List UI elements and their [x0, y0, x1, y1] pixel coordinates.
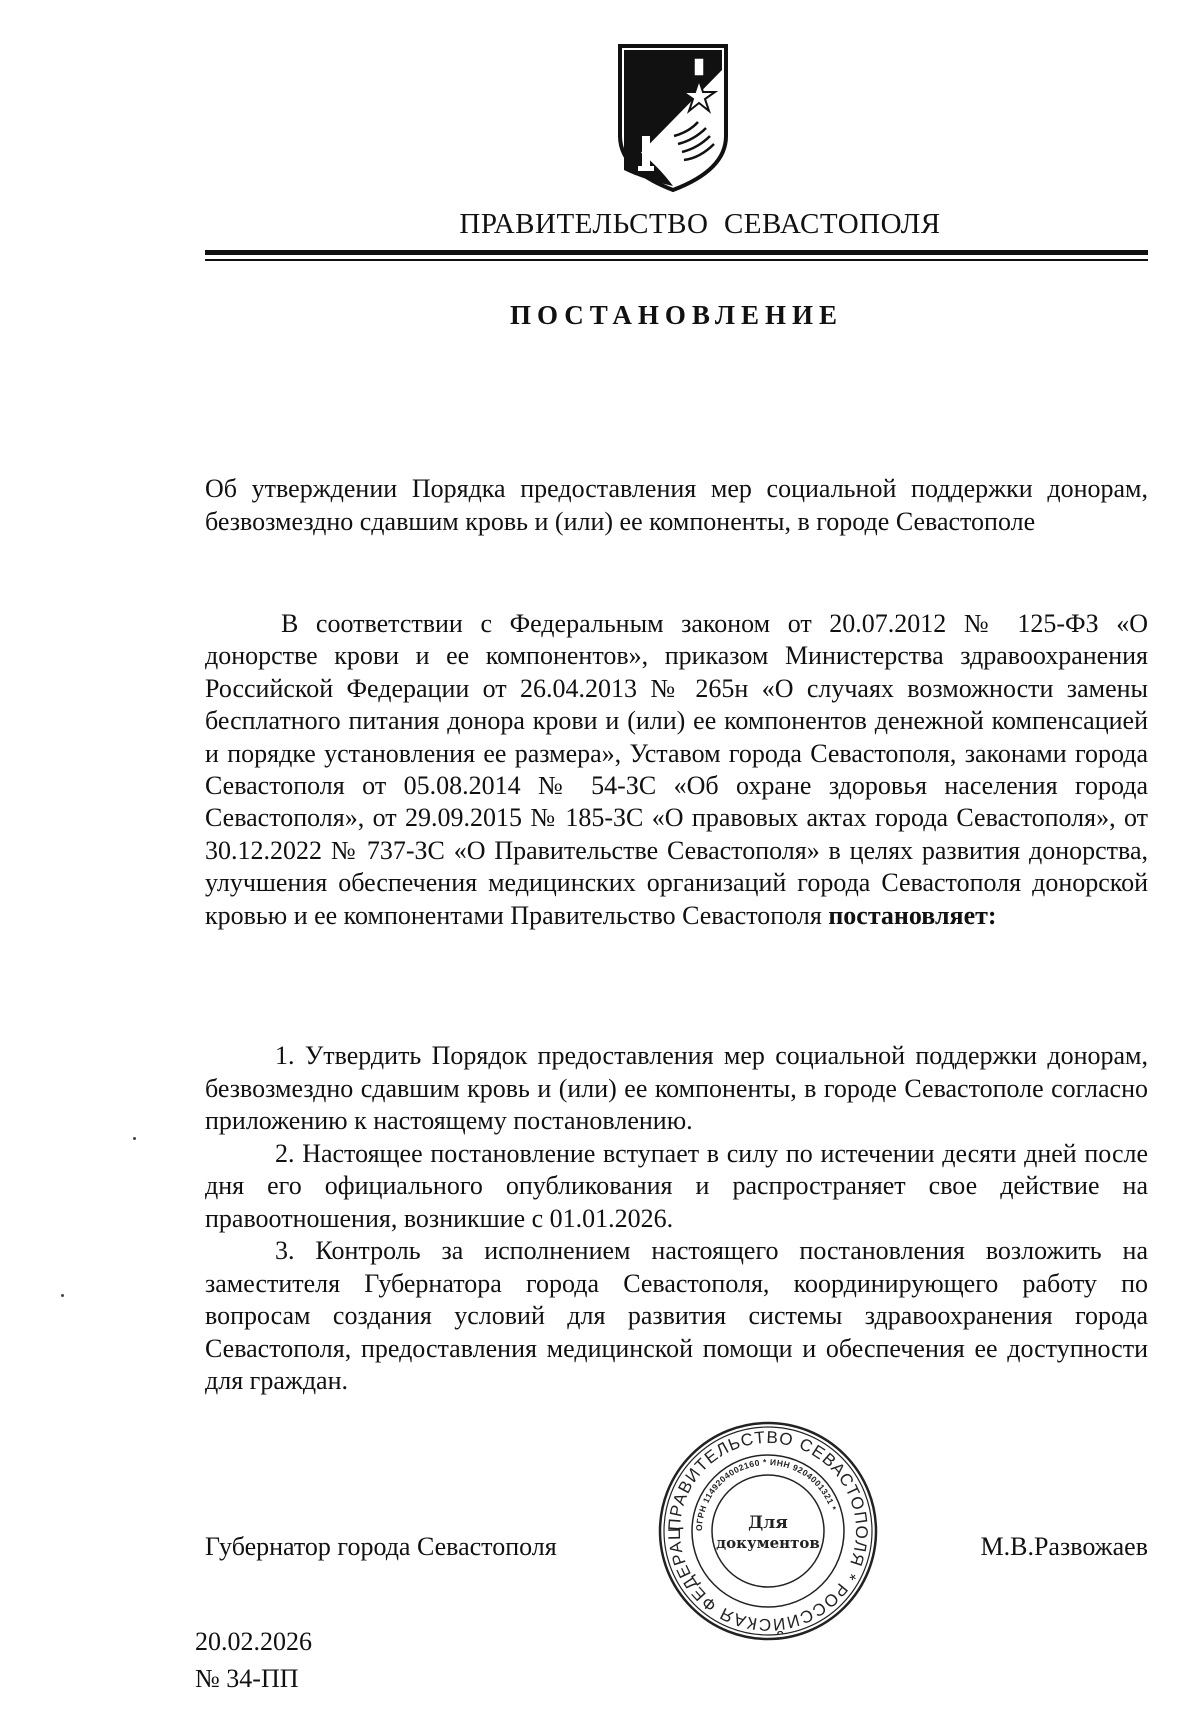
resolution-item-2: 2. Настоящее постановление вступает в силу по истечении десяти дней после дня его официального опубликования и распространяет свое действие на правоотношения, возникшие с 01.01.2026. [205, 1138, 1148, 1233]
header-divider-thin [205, 259, 1148, 261]
stamp-center-line-1: Для [748, 1513, 788, 1533]
signatory-position: Губернатор города Севастополя [205, 1532, 557, 1561]
official-seal-stamp [655, 1418, 881, 1644]
document-type-heading: ПОСТАНОВЛЕНИЕ [509, 300, 844, 330]
resolution-items [205, 1040, 1148, 1398]
scan-speck [61, 1294, 64, 1297]
resolution-item-1: 1. Утвердить Порядок предоставления мер социальной поддержки донорам, безвозмездно сдавшим кровь и (или) ее компоненты, в городе Севастополе согласно приложению к настоящему постановлению. [205, 1041, 1148, 1135]
stamp-outer-text: ПРАВИТЕЛЬСТВО СЕВАСТОПОЛЯ * РОССИЙСКАЯ ФЕДЕРАЦ [664, 1427, 872, 1635]
document-subject: Об утверждении Порядка предоставления мер социальной поддержки донорам, безвозмездно сдавшим кровь и (или) ее компоненты, в городе Севастополе [205, 474, 1148, 536]
preamble-paragraph [205, 608, 1148, 932]
preamble-text: В соответствии с Федеральным законом от 20.07.2012 № 125-ФЗ «О донорстве крови и ее компонентов», приказом Министерства здравоохранения Российской Федерации от 26.04.2013 № 265н «О случаях возможности замены бесплатного питания донора крови и (или) ее компонентов денежной компенсацией и порядке установления ее размера», Уставом города Севастополя, законами города Севастополя от 05.08.2014 № 54-ЗС «Об охране здоровья населения города Севастополя», от 29.09.2015 № 185-ЗС «О правовых актах города Севастополя», от 30.12.2022 № 737-ЗС «О Правительстве Севастополя» в целях развития донорства, улучшения обеспечения медицинских организаций города Севастополя донорской кровью и ее компонентами Правительство Севастополя [205, 609, 1148, 930]
signatory-name: М.В.Развожаев [980, 1532, 1148, 1561]
scan-speck [133, 1137, 136, 1140]
document-number: № 34-ПП [195, 1664, 299, 1693]
stamp-inner-text: ОГРН 1149204002160 * ИНН 9204001321 * [693, 1456, 839, 1532]
header-divider-thick [205, 250, 1148, 255]
organization-name [100, 208, 1200, 241]
resolution-item-3: 3. Контроль за исполнением настоящего постановления возложить на заместителя Губернатора города Севастополя, координирующего работу по вопросам создания условий для развития системы здравоохранения города Севастополя, предоставления медицинской помощи и обеспечения ее доступности для граждан. [205, 1236, 1148, 1395]
stamp-center-line-2: документов [716, 1534, 820, 1552]
document-date: 20.02.2026 [195, 1627, 312, 1656]
coat-of-arms-emblem [614, 40, 732, 196]
decision-word: постановляет: [828, 900, 997, 930]
organization-name-text: ПРАВИТЕЛЬСТВО СЕВАСТОПОЛЯ [459, 208, 941, 240]
